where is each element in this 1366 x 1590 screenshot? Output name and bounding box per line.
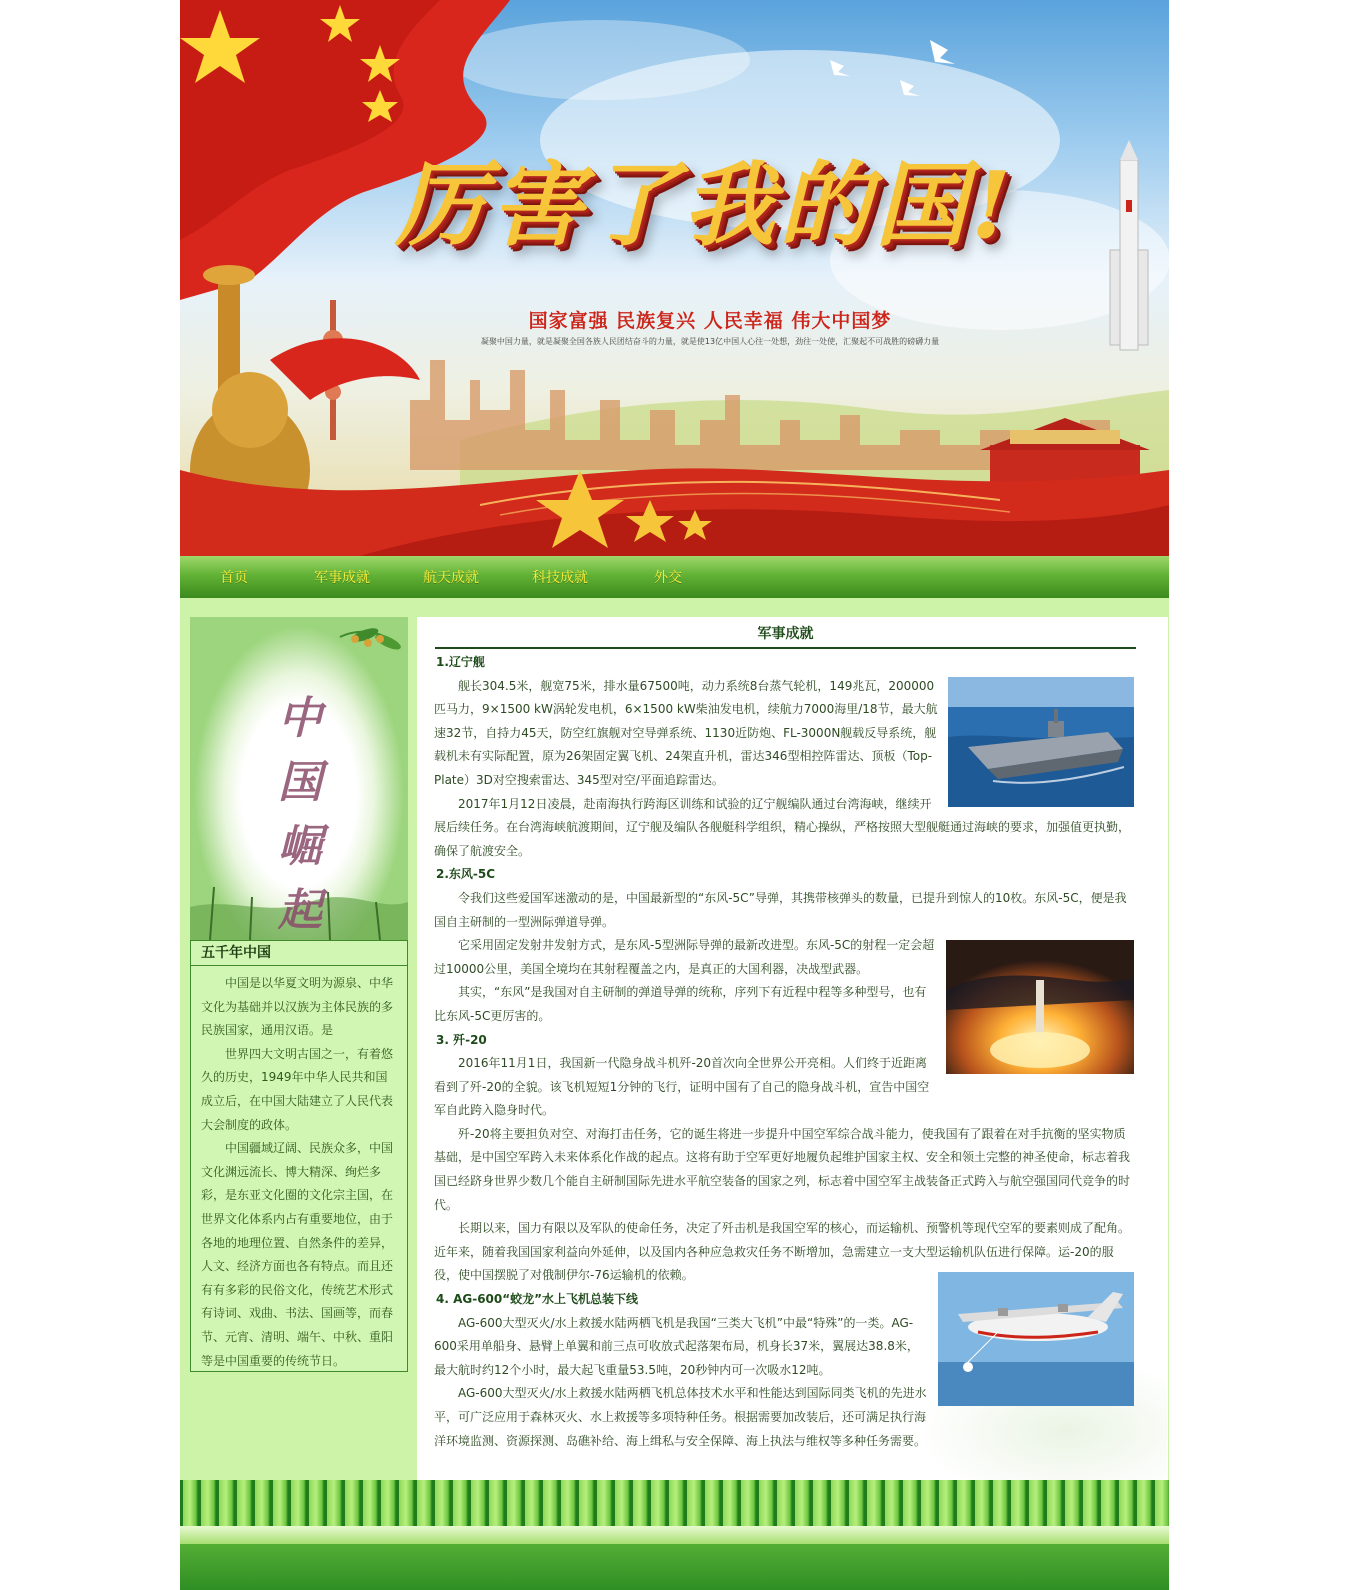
header-banner (180, 0, 1169, 556)
section-heading: 3. 歼-20 (436, 1032, 487, 1047)
section-paragraph: 长期以来，国力有限以及军队的使命任务，决定了歼击机是我国空军的核心，而运输机、预警机等现代空军的要素则成了配角。近年来，随着我国国家利益向外延伸，以及国内各种应急救灾任务不断增加，急需建立一支大型运输机队伍进行保障。运-20的服役，使中国摆脱了对俄制伊尔-76运输机的依赖。 (434, 1221, 1131, 1283)
sidebar-paragraph: 世界四大文明古国之一，有着悠久的历史，1949年中华人民共和国成立后，在中国大陆建立了人民代表大会制度的政体。 (201, 1046, 394, 1132)
missile-launch-image (946, 940, 1134, 1074)
footer-band (180, 1526, 1169, 1544)
sidebar-box-title: 五千年中国 (191, 941, 407, 966)
footer-bamboo (180, 1480, 1169, 1590)
banner-illustration (180, 0, 1169, 556)
sidebar-box-body (191, 966, 407, 1373)
main-content (417, 617, 1168, 1481)
section-paragraph: AG-600大型灭火/水上救援水陆两栖飞机总体技术水平和性能达到国际同类飞机的先进水平，可广泛应用于森林灭火、水上救援等多项特种任务。根据需要加改装后，还可满足执行海洋环境监测、资源探测、岛礁补给、海上缉私与安全保障、海上执法与维权等多种任务需要。 (434, 1386, 927, 1448)
section-paragraph: 令我们这些爱国军迷激动的是，中国最新型的“东风-5C”导弹，其携带核弹头的数量，已提升到惊人的10枚。东风-5C，便是我国自主研制的一型洲际弹道导弹。 (434, 890, 1127, 929)
sidebar-image (190, 617, 408, 940)
banner-slogan: 国家富强 民族复兴 人民幸福 伟大中国梦 (528, 310, 892, 332)
aircraft-carrier-image (948, 677, 1134, 807)
section-paragraph: 2016年11月1日，我国新一代隐身战斗机歼-20首次向全世界公开亮相。人们终于近距离看到了歼-20的全貌。该飞机短短1分钟的飞行，证明中国有了自己的隐身战斗机，宣告中国空军自此跨入隐身时代。 (434, 1056, 930, 1118)
main-nav (180, 556, 1169, 598)
nav-item-home[interactable]: 首页 (220, 570, 248, 586)
sidebar-box (190, 940, 408, 1372)
bamboo-pattern (180, 1480, 1169, 1526)
article (434, 651, 1136, 1453)
sidebar-image-text: 中国崛起 (278, 693, 322, 936)
section-paragraph: 歼-20将主要担负对空、对海打击任务，它的诞生将进一步提升中国空军综合战斗能力，使我国有了跟着在对手抗衡的坚实物质基础，是中国空军跨入未来体系化作战的起点。这将有助于空军更好地履负起维护国家主权、安全和领土完整的神圣使命，标志着我国已经跻身世界少数几个能自主研制国际先进水平航空装备的国家之列，标志着中国空军主战装备正式跨入与航空强国同代竞争的时代。 (434, 1126, 1131, 1212)
banner-subtext: 凝聚中国力量，就是凝聚全国各族人民团结奋斗的力量，就是使13亿中国人心往一处想，劲往一处使，汇聚起不可战胜的磅礴力量 (480, 337, 940, 346)
section-paragraph: 它采用固定发射井发射方式，是东风-5型洲际导弹的最新改进型。东风-5C的射程一定会超过10000公里，美国全境均在其射程覆盖之内，是真正的大国利器，决战型武器。 (434, 938, 935, 976)
nav-item-technology[interactable]: 科技成就 (532, 570, 588, 586)
section-paragraph: 其实，“东风”是我国对自主研制的弹道导弹的统称，序列下有近程中程等多种型号，也有比东风-5C更厉害的。 (434, 985, 927, 1023)
section-paragraph: AG-600大型灭火/水上救援水陆两栖飞机是我国“三类大飞机”中最“特殊”的一类。AG-600采用单船身、悬臂上单翼和前三点可收放式起落架布局，机身长37米，翼展达38.8米，最大航时约12个小时，最大起飞重量53.5吨，20秒钟内可一次吸水12吨。 (434, 1315, 919, 1377)
nav-item-diplomacy[interactable]: 外交 (654, 570, 682, 586)
section-heading: 1.辽宁舰 (436, 655, 485, 669)
page (180, 0, 1169, 1590)
section-heading: 4. AG-600“蛟龙”水上飞机总装下线 (436, 1292, 639, 1307)
nav-item-aerospace[interactable]: 航天成就 (423, 570, 479, 586)
section-heading: 2.东风-5C (436, 867, 496, 882)
sidebar-paragraph: 中国是以华夏文明为源泉、中华文化为基础并以汉族为主体民族的多民族国家，通用汉语。是 (201, 976, 394, 1038)
sidebar-paragraph: 中国疆域辽阔、民族众多，中国文化渊远流长、博大精深、绚烂多彩，是东亚文化圈的文化宗主国，在世界文化体系内占有重要地位，由于各地的地理位置、自然条件的差异，人文、经济方面也各有特点。而且还有有多彩的民俗文化，传统艺术形式有诗词、戏曲、书法、国画等，而春节、元宵、清明、端午、中秋、重阳等是中国重要的传统节日。 (201, 1141, 394, 1368)
section-paragraph: 2017年1月12日凌晨，赴南海执行跨海区训练和试验的辽宁舰编队通过台湾海峡，继续开展后续任务。在台湾海峡航渡期间，辽宁舰及编队各舰艇科学组织，精心操纵，严格按照大型舰艇通过海峡的要求，加强值更执勤，确保了航渡安全。 (434, 796, 1131, 858)
banner-title: 厉害了我的国! (394, 151, 1016, 259)
main-title: 军事成就 (435, 621, 1136, 649)
section-paragraph: 舰长304.5米，舰宽75米，排水量67500吨，动力系统8台蒸气轮机，149兆瓦，200000匹马力，9×1500 kW涡轮发电机，6×1500 kW柴油发电机，续航力7000海里/18节，最大航速32节，自持力45天，防空红旗舰对空导弹系统、1130近防炮、FL-3000N舰载反导系统，舰载机未有实际配置，原为26架固定翼飞机、24架直升机，雷达346型相控阵雷达、顶板（Top-Plate）3D对空搜索雷达、345型对空/平面追踪雷达。 (434, 678, 938, 787)
nav-item-military[interactable]: 军事成就 (314, 570, 370, 586)
seaplane-image (938, 1272, 1134, 1406)
